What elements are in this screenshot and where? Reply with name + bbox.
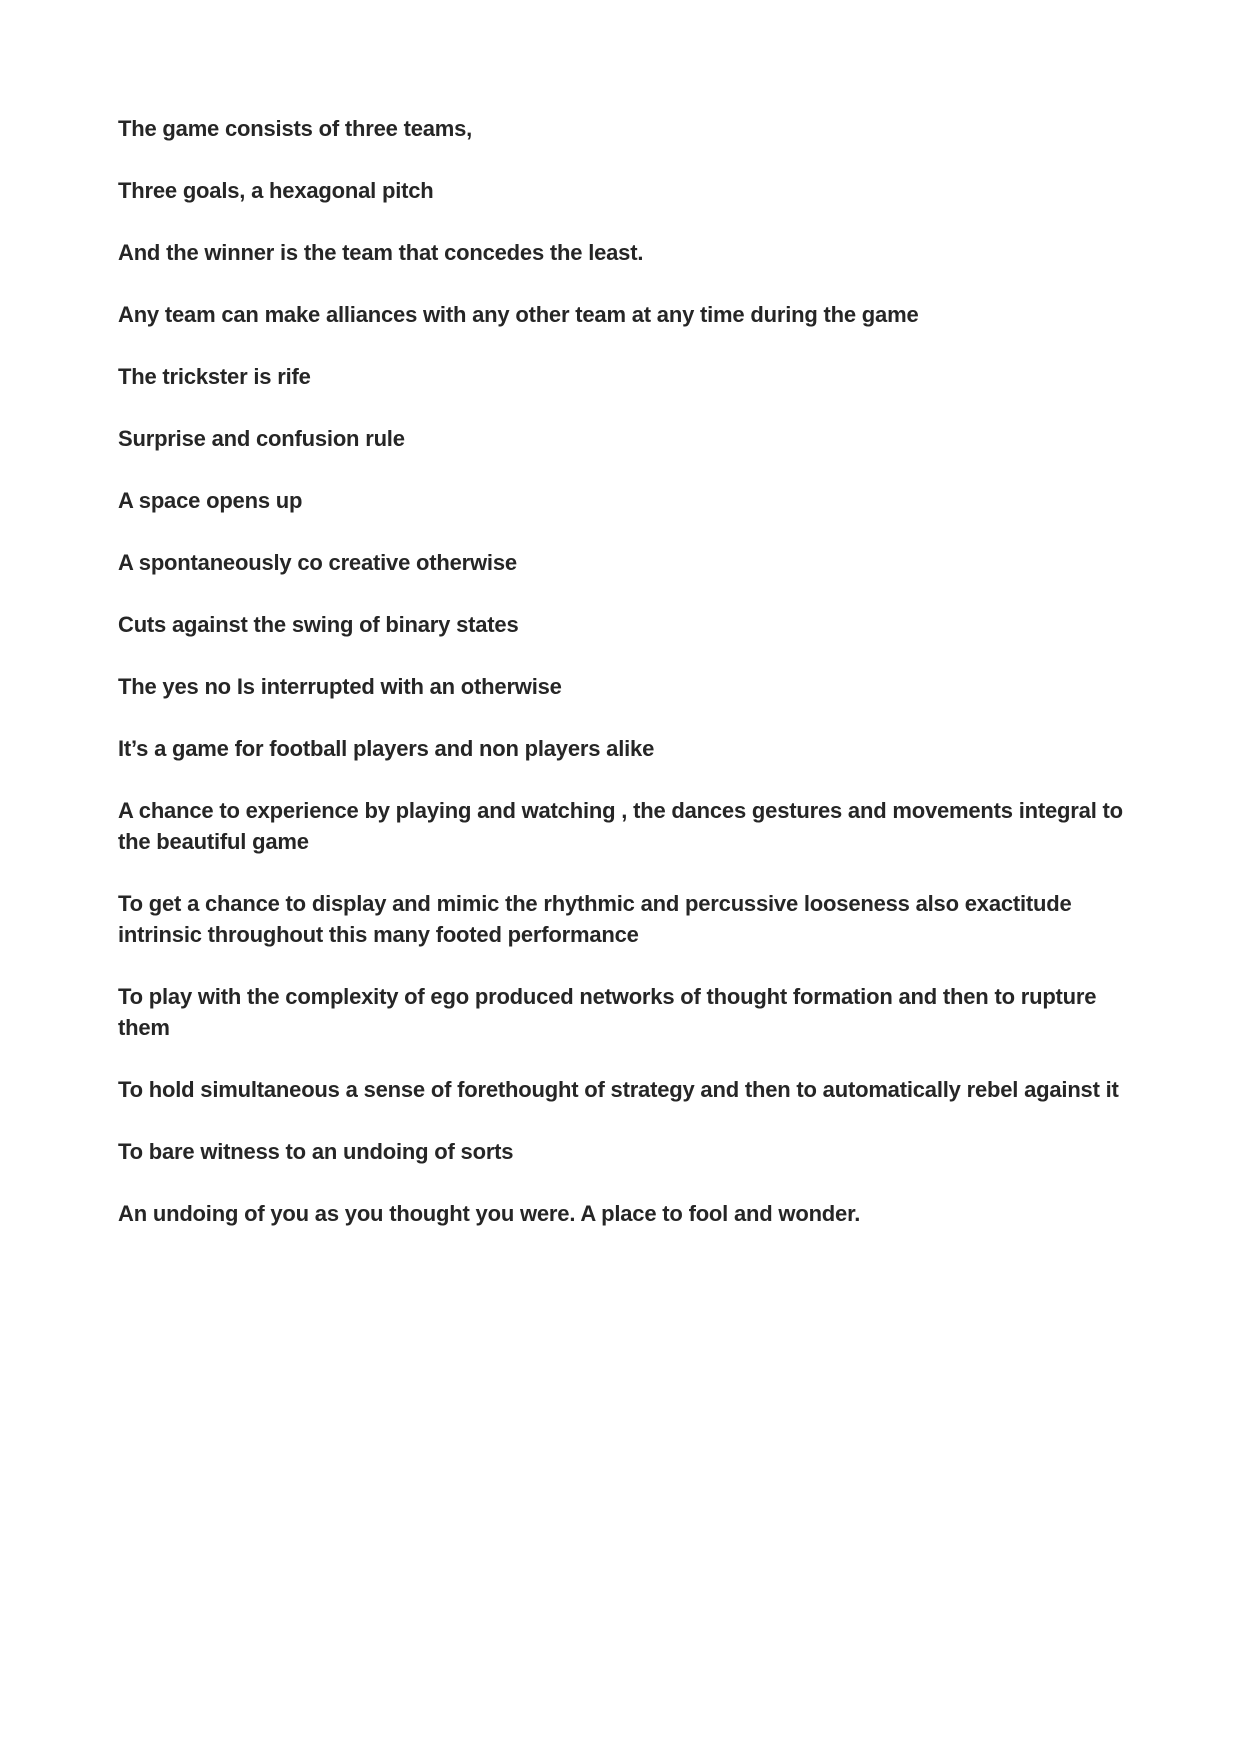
text-line: Three goals, a hexagonal pitch [118,178,434,203]
text-line: The trickster is rife [118,364,311,389]
text-line: To get a chance to display and mimic the rhythmic and percussive looseness also exactitude intrinsic throughout this many footed performance [118,891,1072,947]
text-line: Any team can make alliances with any other team at any time during the game [118,302,919,327]
text-line: Surprise and confusion rule [118,426,405,451]
text-line: The game consists of three teams, [118,116,473,141]
text-line: And the winner is the team that concedes the least. [118,240,644,265]
text-line: It’s a game for football players and non players alike [118,736,655,761]
text-line: To bare witness to an undoing of sorts [118,1139,514,1164]
text-line: A spontaneously co creative otherwise [118,550,517,575]
text-line: A chance to experience by playing and watching , the dances gestures and movements integral to the beautiful game [118,798,1123,854]
text-line: Cuts against the swing of binary states [118,612,519,637]
text-line: An undoing of you as you thought you were. A place to fool and wonder. [118,1201,861,1226]
text-line: To play with the complexity of ego produced networks of thought formation and then to rupture them [118,984,1097,1040]
poem-text [118,113,1128,1260]
text-line: To hold simultaneous a sense of forethought of strategy and then to automatically rebel against it [118,1077,1119,1102]
text-line: A space opens up [118,488,303,513]
text-line: The yes no Is interrupted with an otherwise [118,674,562,699]
